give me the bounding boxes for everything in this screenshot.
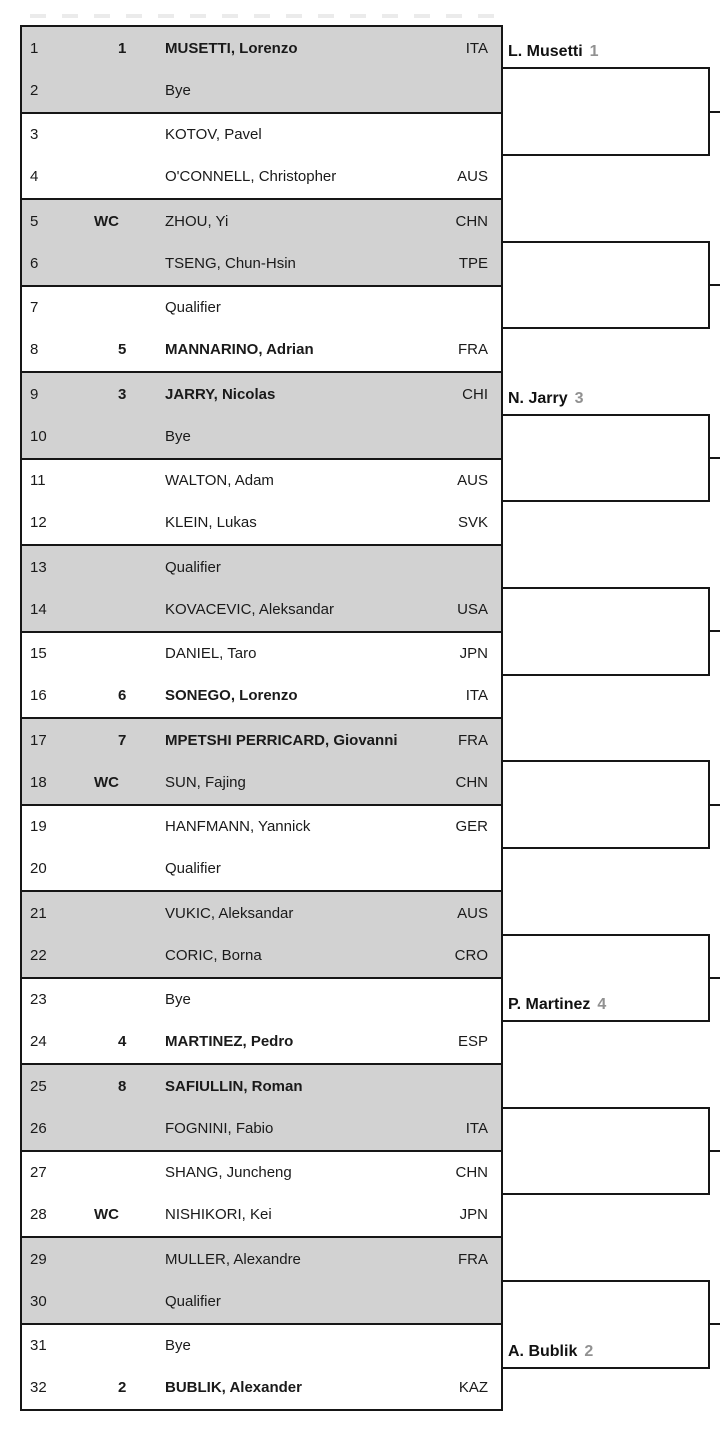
first-round-match <box>20 25 503 114</box>
position-number: 22 <box>30 946 47 964</box>
advanced-player-seed: 3 <box>574 389 584 407</box>
draw-row <box>22 1325 501 1367</box>
seed-number: 2 <box>118 1379 127 1397</box>
draw-row <box>22 415 501 457</box>
draw-row <box>22 287 501 329</box>
draw-row <box>22 588 501 630</box>
player-name: MULLER, Alexandre <box>165 1250 301 1268</box>
bracket-output-line <box>708 977 720 979</box>
first-round-match <box>20 977 503 1066</box>
country-code: SVK <box>457 514 488 532</box>
draw-row <box>22 329 501 371</box>
draw-row <box>22 675 501 717</box>
bracket-connector-vertical <box>708 241 710 330</box>
draw-row <box>22 1194 501 1236</box>
first-round-match <box>20 1236 503 1325</box>
bracket-output-line <box>708 1323 720 1325</box>
draw-table <box>20 25 503 1411</box>
bracket-winner-line-top <box>503 241 710 243</box>
position-number: 20 <box>30 860 47 878</box>
country-code: ITA <box>465 39 488 57</box>
draw-row <box>22 719 501 761</box>
bracket-output-line <box>708 630 720 632</box>
player-name: Qualifier <box>165 558 221 576</box>
draw-row <box>22 1107 501 1149</box>
cropped-header-remnant <box>30 14 500 18</box>
position-number: 23 <box>30 991 47 1009</box>
position-number: 18 <box>30 773 47 791</box>
position-number: 5 <box>30 212 39 230</box>
player-name: O'CONNELL, Christopher <box>165 168 337 186</box>
draw-row <box>22 242 501 284</box>
player-name: Qualifier <box>165 1292 221 1310</box>
player-name: KOTOV, Pavel <box>165 126 262 144</box>
position-number: 32 <box>30 1379 47 1397</box>
player-name: FOGNINI, Fabio <box>165 1119 274 1137</box>
position-number: 29 <box>30 1250 47 1268</box>
country-code: CHN <box>455 1164 488 1182</box>
bracket-winner-line-top <box>503 1280 710 1282</box>
entry-type: WC <box>94 1206 119 1224</box>
country-code: JPN <box>459 1206 488 1224</box>
player-name: TSENG, Chun-Hsin <box>165 254 296 272</box>
country-code: CHN <box>455 773 488 791</box>
first-round-match <box>20 285 503 374</box>
position-number: 12 <box>30 514 47 532</box>
player-name: Qualifier <box>165 860 221 878</box>
player-name: Bye <box>165 81 191 99</box>
player-name: MPETSHI PERRICARD, Giovanni <box>165 731 398 749</box>
draw-row <box>22 156 501 198</box>
player-name: MANNARINO, Adrian <box>165 341 314 359</box>
country-code: FRA <box>458 731 488 749</box>
country-code: GER <box>455 818 488 836</box>
position-number: 27 <box>30 1164 47 1182</box>
bracket-connector-vertical <box>708 934 710 1023</box>
player-name: MARTINEZ, Pedro <box>165 1033 294 1051</box>
player-name: BUBLIK, Alexander <box>165 1379 302 1397</box>
country-code: ITA <box>465 1119 488 1137</box>
position-number: 8 <box>30 341 39 359</box>
position-number: 3 <box>30 126 39 144</box>
draw-row <box>22 806 501 848</box>
position-number: 24 <box>30 1033 47 1051</box>
bracket-winner-line-top <box>503 414 710 416</box>
first-round-match <box>20 717 503 806</box>
position-number: 30 <box>30 1292 47 1310</box>
position-number: 25 <box>30 1077 47 1095</box>
draw-row <box>22 27 501 69</box>
draw-row <box>22 1367 501 1409</box>
bracket-winner-line-top <box>503 1107 710 1109</box>
seed-number: 4 <box>118 1033 127 1051</box>
advanced-player-seed: 1 <box>589 43 599 61</box>
position-number: 11 <box>30 472 46 490</box>
advanced-player-name: P. Martinez <box>508 996 591 1014</box>
country-code: KAZ <box>458 1379 488 1397</box>
position-number: 19 <box>30 818 47 836</box>
bracket-winner-line-top <box>503 587 710 589</box>
first-round-match <box>20 1063 503 1152</box>
first-round-match <box>20 458 503 547</box>
position-number: 10 <box>30 427 47 445</box>
draw-row <box>22 373 501 415</box>
draw-row <box>22 1152 501 1194</box>
draw-row <box>22 460 501 502</box>
player-name: NISHIKORI, Kei <box>165 1206 272 1224</box>
player-name: Bye <box>165 991 191 1009</box>
seed-number: 7 <box>118 731 127 749</box>
bracket-output-line <box>708 111 720 113</box>
seed-number: 8 <box>118 1077 127 1095</box>
player-name: KOVACEVIC, Aleksandar <box>165 600 334 618</box>
country-code: FRA <box>458 341 488 359</box>
entry-type: WC <box>94 212 119 230</box>
player-name: WALTON, Adam <box>165 472 274 490</box>
draw-row <box>22 761 501 803</box>
draw-row <box>22 546 501 588</box>
draw-row <box>22 1065 501 1107</box>
draw-row <box>22 848 501 890</box>
position-number: 16 <box>30 687 47 705</box>
draw-row <box>22 200 501 242</box>
country-code: CHN <box>455 212 488 230</box>
position-number: 1 <box>30 39 39 57</box>
bracket-connector-vertical <box>708 1280 710 1369</box>
seed-number: 3 <box>118 385 127 403</box>
position-number: 7 <box>30 299 39 317</box>
player-name: VUKIC, Aleksandar <box>165 904 294 922</box>
first-round-match <box>20 1323 503 1412</box>
country-code: JPN <box>459 645 488 663</box>
first-round-match <box>20 890 503 979</box>
bracket-winner-line-bottom <box>503 1367 710 1369</box>
first-round-match <box>20 1150 503 1239</box>
advanced-player-label <box>508 996 606 1014</box>
country-code: AUS <box>457 904 488 922</box>
advanced-player-name: A. Bublik <box>508 1342 578 1360</box>
advanced-player-label <box>508 43 599 61</box>
country-code: ESP <box>457 1033 488 1051</box>
bracket-connector-vertical <box>708 1107 710 1196</box>
first-round-match <box>20 198 503 287</box>
position-number: 17 <box>30 731 47 749</box>
bracket-output-line <box>708 284 720 286</box>
bracket-winner-line-top <box>503 760 710 762</box>
position-number: 13 <box>30 558 47 576</box>
position-number: 28 <box>30 1206 47 1224</box>
bracket-connector-vertical <box>708 414 710 503</box>
bracket-output-line <box>708 804 720 806</box>
country-code: TPE <box>458 254 488 272</box>
bracket-connector-vertical <box>708 67 710 156</box>
bracket-winner-line-bottom <box>503 500 710 502</box>
bracket-connector-vertical <box>708 760 710 849</box>
country-code: FRA <box>458 1250 488 1268</box>
player-name: JARRY, Nicolas <box>165 385 276 403</box>
first-round-match <box>20 804 503 893</box>
country-code: AUS <box>457 168 488 186</box>
draw-row <box>22 502 501 544</box>
first-round-match <box>20 631 503 720</box>
draw-row <box>22 1238 501 1280</box>
advanced-player-seed: 4 <box>597 996 607 1014</box>
first-round-match <box>20 112 503 201</box>
bracket-output-line <box>708 1150 720 1152</box>
position-number: 15 <box>30 645 47 663</box>
player-name: KLEIN, Lukas <box>165 514 257 532</box>
draw-row <box>22 1021 501 1063</box>
player-name: Bye <box>165 427 191 445</box>
position-number: 31 <box>30 1337 47 1355</box>
first-round-match <box>20 371 503 460</box>
bracket-winner-line-top <box>503 67 710 69</box>
country-code: CHI <box>462 385 488 403</box>
advanced-player-label <box>508 390 584 408</box>
bracket-winner-line-bottom <box>503 674 710 676</box>
position-number: 21 <box>30 904 47 922</box>
entry-type: WC <box>94 773 119 791</box>
seed-number: 5 <box>118 341 127 359</box>
position-number: 6 <box>30 254 39 272</box>
bracket-output-line <box>708 457 720 459</box>
draw-row <box>22 1280 501 1322</box>
position-number: 4 <box>30 168 39 186</box>
draw-row <box>22 934 501 976</box>
player-name: Qualifier <box>165 299 221 317</box>
bracket-winner-line-top <box>503 934 710 936</box>
bracket-winner-line-bottom <box>503 154 710 156</box>
draw-row <box>22 892 501 934</box>
player-name: Bye <box>165 1337 191 1355</box>
advanced-player-seed: 2 <box>584 1342 594 1360</box>
position-number: 14 <box>30 600 47 618</box>
player-name: ZHOU, Yi <box>165 212 229 230</box>
country-code: ITA <box>465 687 488 705</box>
draw-row <box>22 979 501 1021</box>
player-name: SUN, Fajing <box>165 773 246 791</box>
bracket-winner-line-bottom <box>503 327 710 329</box>
draw-row <box>22 69 501 111</box>
position-number: 9 <box>30 385 39 403</box>
bracket-winner-line-bottom <box>503 1020 710 1022</box>
player-name: DANIEL, Taro <box>165 645 257 663</box>
advanced-player-name: N. Jarry <box>508 389 568 407</box>
draw-row <box>22 114 501 156</box>
bracket-winner-line-bottom <box>503 1193 710 1195</box>
player-name: SAFIULLIN, Roman <box>165 1077 303 1095</box>
country-code: USA <box>457 600 488 618</box>
bracket-winner-line-bottom <box>503 847 710 849</box>
player-name: SHANG, Juncheng <box>165 1164 292 1182</box>
draw-row <box>22 633 501 675</box>
country-code: CRO <box>454 946 488 964</box>
seed-number: 1 <box>118 39 127 57</box>
country-code: AUS <box>457 472 488 490</box>
position-number: 26 <box>30 1119 47 1137</box>
bracket-connector-vertical <box>708 587 710 676</box>
first-round-match <box>20 544 503 633</box>
position-number: 2 <box>30 81 39 99</box>
advanced-player-label <box>508 1343 593 1361</box>
player-name: HANFMANN, Yannick <box>165 818 311 836</box>
advanced-player-name: L. Musetti <box>508 43 583 61</box>
player-name: MUSETTI, Lorenzo <box>165 39 298 57</box>
player-name: SONEGO, Lorenzo <box>165 687 298 705</box>
seed-number: 6 <box>118 687 127 705</box>
player-name: CORIC, Borna <box>165 946 262 964</box>
